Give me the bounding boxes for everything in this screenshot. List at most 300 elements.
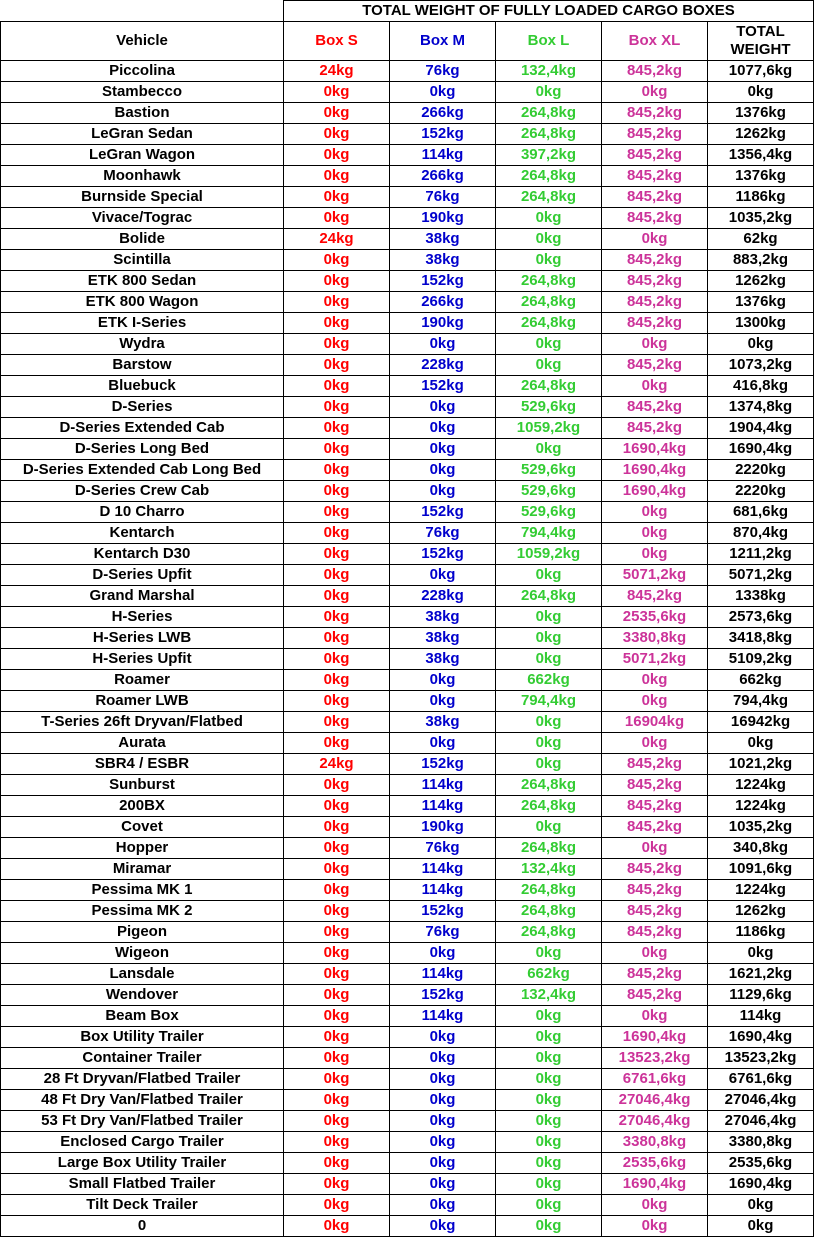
cell-box-xl: 27046,4kg bbox=[602, 1111, 708, 1132]
cell-total-weight: 1021,2kg bbox=[708, 754, 814, 775]
cell-box-m: 190kg bbox=[390, 208, 496, 229]
table-row bbox=[1, 1132, 814, 1153]
cell-box-l: 0kg bbox=[496, 208, 602, 229]
table-row bbox=[1, 649, 814, 670]
header-box-l: Box L bbox=[496, 22, 602, 61]
table-row bbox=[1, 481, 814, 502]
cell-box-l: 264,8kg bbox=[496, 166, 602, 187]
cell-box-xl: 13523,2kg bbox=[602, 1048, 708, 1069]
cell-vehicle: Stambecco bbox=[1, 82, 284, 103]
cell-total-weight: 62kg bbox=[708, 229, 814, 250]
cell-box-s: 0kg bbox=[284, 376, 390, 397]
cell-box-s: 0kg bbox=[284, 1006, 390, 1027]
table-row bbox=[1, 166, 814, 187]
cell-box-xl: 845,2kg bbox=[602, 817, 708, 838]
table-body bbox=[1, 61, 814, 1237]
cell-total-weight: 662kg bbox=[708, 670, 814, 691]
cell-vehicle: D-Series Upfit bbox=[1, 565, 284, 586]
cell-total-weight: 5109,2kg bbox=[708, 649, 814, 670]
table-row bbox=[1, 628, 814, 649]
table-row bbox=[1, 943, 814, 964]
cell-vehicle: Barstow bbox=[1, 355, 284, 376]
cell-box-m: 0kg bbox=[390, 82, 496, 103]
table-row bbox=[1, 1111, 814, 1132]
cell-total-weight: 1091,6kg bbox=[708, 859, 814, 880]
cell-box-l: 264,8kg bbox=[496, 901, 602, 922]
cell-box-l: 132,4kg bbox=[496, 985, 602, 1006]
cell-box-l: 0kg bbox=[496, 817, 602, 838]
cell-box-xl: 845,2kg bbox=[602, 418, 708, 439]
cell-total-weight: 1224kg bbox=[708, 796, 814, 817]
cell-total-weight: 1376kg bbox=[708, 103, 814, 124]
cell-vehicle: Bolide bbox=[1, 229, 284, 250]
cell-box-s: 0kg bbox=[284, 355, 390, 376]
cell-vehicle: Enclosed Cargo Trailer bbox=[1, 1132, 284, 1153]
cell-box-m: 0kg bbox=[390, 943, 496, 964]
cell-box-l: 0kg bbox=[496, 439, 602, 460]
cell-vehicle: D-Series Extended Cab Long Bed bbox=[1, 460, 284, 481]
table-row bbox=[1, 145, 814, 166]
cell-total-weight: 1224kg bbox=[708, 775, 814, 796]
cell-box-xl: 5071,2kg bbox=[602, 565, 708, 586]
cell-box-s: 0kg bbox=[284, 712, 390, 733]
cell-box-s: 0kg bbox=[284, 1111, 390, 1132]
table-row bbox=[1, 1216, 814, 1237]
cell-total-weight: 1690,4kg bbox=[708, 1027, 814, 1048]
cell-box-xl: 2535,6kg bbox=[602, 1153, 708, 1174]
cell-box-s: 0kg bbox=[284, 292, 390, 313]
cell-box-s: 0kg bbox=[284, 628, 390, 649]
cell-box-xl: 27046,4kg bbox=[602, 1090, 708, 1111]
cell-vehicle: D-Series Extended Cab bbox=[1, 418, 284, 439]
cell-total-weight: 2535,6kg bbox=[708, 1153, 814, 1174]
cell-vehicle: Piccolina bbox=[1, 61, 284, 82]
cell-box-xl: 0kg bbox=[602, 82, 708, 103]
cell-box-xl: 1690,4kg bbox=[602, 460, 708, 481]
cell-box-s: 0kg bbox=[284, 1048, 390, 1069]
header-total-weight: TOTAL WEIGHT bbox=[708, 22, 814, 61]
cell-total-weight: 870,4kg bbox=[708, 523, 814, 544]
cell-total-weight: 1211,2kg bbox=[708, 544, 814, 565]
table-row bbox=[1, 670, 814, 691]
cell-box-l: 1059,2kg bbox=[496, 418, 602, 439]
cell-box-l: 264,8kg bbox=[496, 796, 602, 817]
cell-box-xl: 6761,6kg bbox=[602, 1069, 708, 1090]
cell-box-m: 228kg bbox=[390, 586, 496, 607]
cell-vehicle: 0 bbox=[1, 1216, 284, 1237]
table-row bbox=[1, 964, 814, 985]
cell-vehicle: Burnside Special bbox=[1, 187, 284, 208]
table-row bbox=[1, 754, 814, 775]
cell-box-m: 266kg bbox=[390, 292, 496, 313]
cell-box-xl: 845,2kg bbox=[602, 250, 708, 271]
cell-box-s: 0kg bbox=[284, 1069, 390, 1090]
cell-box-l: 0kg bbox=[496, 712, 602, 733]
cell-box-m: 114kg bbox=[390, 796, 496, 817]
cell-box-xl: 845,2kg bbox=[602, 124, 708, 145]
cell-vehicle: Kentarch bbox=[1, 523, 284, 544]
cell-total-weight: 1376kg bbox=[708, 292, 814, 313]
cell-box-xl: 845,2kg bbox=[602, 775, 708, 796]
cell-box-l: 529,6kg bbox=[496, 397, 602, 418]
header-vehicle: Vehicle bbox=[1, 22, 284, 61]
cell-vehicle: Container Trailer bbox=[1, 1048, 284, 1069]
cell-box-xl: 1690,4kg bbox=[602, 1174, 708, 1195]
cell-vehicle: D 10 Charro bbox=[1, 502, 284, 523]
cell-box-m: 0kg bbox=[390, 460, 496, 481]
cell-total-weight: 416,8kg bbox=[708, 376, 814, 397]
cell-box-l: 794,4kg bbox=[496, 523, 602, 544]
cell-total-weight: 1690,4kg bbox=[708, 1174, 814, 1195]
cell-box-m: 152kg bbox=[390, 502, 496, 523]
cell-box-l: 0kg bbox=[496, 1027, 602, 1048]
cell-box-l: 264,8kg bbox=[496, 922, 602, 943]
cell-box-xl: 845,2kg bbox=[602, 61, 708, 82]
cell-vehicle: Roamer LWB bbox=[1, 691, 284, 712]
cell-box-l: 0kg bbox=[496, 733, 602, 754]
cell-vehicle: ETK 800 Wagon bbox=[1, 292, 284, 313]
header-box-m: Box M bbox=[390, 22, 496, 61]
cell-box-s: 24kg bbox=[284, 229, 390, 250]
cell-total-weight: 1356,4kg bbox=[708, 145, 814, 166]
table-row bbox=[1, 355, 814, 376]
table-row bbox=[1, 397, 814, 418]
cell-box-l: 0kg bbox=[496, 355, 602, 376]
cell-box-s: 0kg bbox=[284, 838, 390, 859]
cell-total-weight: 1224kg bbox=[708, 880, 814, 901]
table-row bbox=[1, 313, 814, 334]
cell-box-m: 152kg bbox=[390, 271, 496, 292]
cell-box-m: 114kg bbox=[390, 145, 496, 166]
cell-box-xl: 845,2kg bbox=[602, 985, 708, 1006]
cell-box-l: 529,6kg bbox=[496, 460, 602, 481]
cell-box-m: 152kg bbox=[390, 544, 496, 565]
cell-box-s: 0kg bbox=[284, 397, 390, 418]
table-row bbox=[1, 1069, 814, 1090]
cell-box-l: 0kg bbox=[496, 943, 602, 964]
cell-box-m: 0kg bbox=[390, 1090, 496, 1111]
table-row bbox=[1, 502, 814, 523]
cell-box-xl: 1690,4kg bbox=[602, 1027, 708, 1048]
cell-box-s: 0kg bbox=[284, 124, 390, 145]
cell-box-l: 0kg bbox=[496, 1216, 602, 1237]
cell-vehicle: LeGran Wagon bbox=[1, 145, 284, 166]
cell-total-weight: 1338kg bbox=[708, 586, 814, 607]
cell-total-weight: 1186kg bbox=[708, 187, 814, 208]
table-row bbox=[1, 334, 814, 355]
cell-box-m: 0kg bbox=[390, 481, 496, 502]
cell-box-m: 38kg bbox=[390, 607, 496, 628]
cell-box-m: 114kg bbox=[390, 964, 496, 985]
cell-box-m: 76kg bbox=[390, 523, 496, 544]
cell-box-m: 152kg bbox=[390, 901, 496, 922]
cell-vehicle: Vivace/Tograc bbox=[1, 208, 284, 229]
cell-box-xl: 0kg bbox=[602, 334, 708, 355]
cell-total-weight: 681,6kg bbox=[708, 502, 814, 523]
cell-box-s: 0kg bbox=[284, 649, 390, 670]
table-row bbox=[1, 586, 814, 607]
cell-box-xl: 0kg bbox=[602, 502, 708, 523]
cell-box-l: 0kg bbox=[496, 1174, 602, 1195]
cell-box-xl: 845,2kg bbox=[602, 271, 708, 292]
cell-total-weight: 3380,8kg bbox=[708, 1132, 814, 1153]
cell-box-m: 0kg bbox=[390, 1132, 496, 1153]
cell-box-xl: 0kg bbox=[602, 229, 708, 250]
cell-box-s: 0kg bbox=[284, 544, 390, 565]
cell-box-m: 0kg bbox=[390, 439, 496, 460]
cell-box-s: 0kg bbox=[284, 250, 390, 271]
cell-box-s: 0kg bbox=[284, 1174, 390, 1195]
cell-box-m: 76kg bbox=[390, 922, 496, 943]
cell-box-l: 662kg bbox=[496, 670, 602, 691]
cell-vehicle: Beam Box bbox=[1, 1006, 284, 1027]
cell-box-xl: 845,2kg bbox=[602, 796, 708, 817]
cell-box-s: 0kg bbox=[284, 82, 390, 103]
cell-vehicle: Small Flatbed Trailer bbox=[1, 1174, 284, 1195]
cell-box-l: 0kg bbox=[496, 1195, 602, 1216]
cell-total-weight: 5071,2kg bbox=[708, 565, 814, 586]
cell-box-s: 0kg bbox=[284, 145, 390, 166]
table-row bbox=[1, 880, 814, 901]
cell-box-l: 264,8kg bbox=[496, 187, 602, 208]
cell-box-xl: 845,2kg bbox=[602, 922, 708, 943]
cell-box-m: 38kg bbox=[390, 628, 496, 649]
cell-box-s: 0kg bbox=[284, 670, 390, 691]
cell-box-s: 0kg bbox=[284, 523, 390, 544]
cell-vehicle: Pessima MK 1 bbox=[1, 880, 284, 901]
cell-vehicle: Wigeon bbox=[1, 943, 284, 964]
cell-box-xl: 845,2kg bbox=[602, 397, 708, 418]
cell-box-s: 0kg bbox=[284, 922, 390, 943]
cell-vehicle: LeGran Sedan bbox=[1, 124, 284, 145]
cell-box-xl: 845,2kg bbox=[602, 880, 708, 901]
cell-box-s: 0kg bbox=[284, 103, 390, 124]
table-row bbox=[1, 1153, 814, 1174]
cell-box-s: 0kg bbox=[284, 439, 390, 460]
cell-box-xl: 845,2kg bbox=[602, 292, 708, 313]
cell-box-xl: 1690,4kg bbox=[602, 481, 708, 502]
cell-box-s: 0kg bbox=[284, 271, 390, 292]
cell-box-l: 132,4kg bbox=[496, 859, 602, 880]
cell-vehicle: H-Series LWB bbox=[1, 628, 284, 649]
table-row bbox=[1, 1090, 814, 1111]
cell-box-s: 0kg bbox=[284, 313, 390, 334]
cell-box-s: 0kg bbox=[284, 418, 390, 439]
cell-total-weight: 794,4kg bbox=[708, 691, 814, 712]
cell-box-m: 0kg bbox=[390, 397, 496, 418]
cell-total-weight: 0kg bbox=[708, 1216, 814, 1237]
cell-vehicle: 53 Ft Dry Van/Flatbed Trailer bbox=[1, 1111, 284, 1132]
cell-vehicle: 28 Ft Dryvan/Flatbed Trailer bbox=[1, 1069, 284, 1090]
table-row bbox=[1, 292, 814, 313]
cell-vehicle: H-Series bbox=[1, 607, 284, 628]
cell-box-s: 0kg bbox=[284, 208, 390, 229]
table-row bbox=[1, 124, 814, 145]
cell-box-m: 114kg bbox=[390, 775, 496, 796]
cell-total-weight: 1621,2kg bbox=[708, 964, 814, 985]
table-row bbox=[1, 1174, 814, 1195]
cell-box-s: 0kg bbox=[284, 775, 390, 796]
cell-box-m: 38kg bbox=[390, 229, 496, 250]
cell-box-xl: 0kg bbox=[602, 943, 708, 964]
cell-box-l: 0kg bbox=[496, 754, 602, 775]
cell-box-s: 0kg bbox=[284, 985, 390, 1006]
cell-total-weight: 1376kg bbox=[708, 166, 814, 187]
table-row bbox=[1, 229, 814, 250]
cell-box-m: 228kg bbox=[390, 355, 496, 376]
cell-box-xl: 845,2kg bbox=[602, 964, 708, 985]
cell-box-l: 264,8kg bbox=[496, 292, 602, 313]
cell-box-s: 0kg bbox=[284, 964, 390, 985]
table-row bbox=[1, 439, 814, 460]
table-row bbox=[1, 733, 814, 754]
cell-total-weight: 27046,4kg bbox=[708, 1111, 814, 1132]
cell-box-xl: 0kg bbox=[602, 838, 708, 859]
cell-total-weight: 1262kg bbox=[708, 901, 814, 922]
blank-corner-cell bbox=[1, 1, 284, 22]
table-row bbox=[1, 1195, 814, 1216]
cell-total-weight: 3418,8kg bbox=[708, 628, 814, 649]
cell-total-weight: 1186kg bbox=[708, 922, 814, 943]
cell-total-weight: 340,8kg bbox=[708, 838, 814, 859]
table-row bbox=[1, 1048, 814, 1069]
cell-box-m: 0kg bbox=[390, 1153, 496, 1174]
cell-box-s: 0kg bbox=[284, 691, 390, 712]
cell-total-weight: 2220kg bbox=[708, 481, 814, 502]
cell-total-weight: 1077,6kg bbox=[708, 61, 814, 82]
cell-box-s: 0kg bbox=[284, 817, 390, 838]
cell-box-l: 0kg bbox=[496, 250, 602, 271]
cell-box-s: 0kg bbox=[284, 586, 390, 607]
cell-box-l: 0kg bbox=[496, 1153, 602, 1174]
cell-total-weight: 16942kg bbox=[708, 712, 814, 733]
cell-box-m: 152kg bbox=[390, 754, 496, 775]
cell-total-weight: 0kg bbox=[708, 82, 814, 103]
cell-box-m: 38kg bbox=[390, 250, 496, 271]
cell-box-m: 0kg bbox=[390, 1027, 496, 1048]
cell-vehicle: Lansdale bbox=[1, 964, 284, 985]
cell-box-xl: 0kg bbox=[602, 376, 708, 397]
cell-box-l: 264,8kg bbox=[496, 775, 602, 796]
table-row bbox=[1, 376, 814, 397]
cell-vehicle: Hopper bbox=[1, 838, 284, 859]
cell-box-xl: 2535,6kg bbox=[602, 607, 708, 628]
cell-box-l: 662kg bbox=[496, 964, 602, 985]
cell-box-l: 264,8kg bbox=[496, 124, 602, 145]
cell-box-xl: 845,2kg bbox=[602, 859, 708, 880]
cell-vehicle: T-Series 26ft Dryvan/Flatbed bbox=[1, 712, 284, 733]
cell-box-m: 266kg bbox=[390, 166, 496, 187]
cell-box-l: 0kg bbox=[496, 334, 602, 355]
cell-vehicle: 200BX bbox=[1, 796, 284, 817]
cell-box-s: 0kg bbox=[284, 901, 390, 922]
table-row bbox=[1, 103, 814, 124]
cell-vehicle: D-Series bbox=[1, 397, 284, 418]
cell-total-weight: 1129,6kg bbox=[708, 985, 814, 1006]
cell-vehicle: Wydra bbox=[1, 334, 284, 355]
table-row bbox=[1, 1027, 814, 1048]
cell-box-m: 190kg bbox=[390, 817, 496, 838]
cell-total-weight: 0kg bbox=[708, 334, 814, 355]
cell-box-s: 0kg bbox=[284, 943, 390, 964]
cell-box-s: 24kg bbox=[284, 754, 390, 775]
cell-box-xl: 845,2kg bbox=[602, 103, 708, 124]
cell-vehicle: Bluebuck bbox=[1, 376, 284, 397]
table-row bbox=[1, 985, 814, 1006]
cell-vehicle: Miramar bbox=[1, 859, 284, 880]
cell-box-l: 264,8kg bbox=[496, 313, 602, 334]
table-row bbox=[1, 544, 814, 565]
cell-box-l: 0kg bbox=[496, 1069, 602, 1090]
cell-box-m: 0kg bbox=[390, 1069, 496, 1090]
cell-box-xl: 0kg bbox=[602, 733, 708, 754]
cell-box-m: 0kg bbox=[390, 418, 496, 439]
cell-box-m: 152kg bbox=[390, 376, 496, 397]
table-row bbox=[1, 460, 814, 481]
cell-total-weight: 2573,6kg bbox=[708, 607, 814, 628]
cell-box-xl: 1690,4kg bbox=[602, 439, 708, 460]
cell-total-weight: 0kg bbox=[708, 1195, 814, 1216]
cell-box-s: 0kg bbox=[284, 1153, 390, 1174]
cell-box-l: 264,8kg bbox=[496, 838, 602, 859]
table-row bbox=[1, 250, 814, 271]
cell-box-l: 0kg bbox=[496, 82, 602, 103]
table-row bbox=[1, 82, 814, 103]
table-row bbox=[1, 691, 814, 712]
table-row bbox=[1, 712, 814, 733]
cell-box-s: 0kg bbox=[284, 796, 390, 817]
cell-box-m: 0kg bbox=[390, 565, 496, 586]
cell-box-l: 264,8kg bbox=[496, 880, 602, 901]
cell-box-m: 0kg bbox=[390, 733, 496, 754]
cell-box-xl: 0kg bbox=[602, 1216, 708, 1237]
cell-box-xl: 3380,8kg bbox=[602, 628, 708, 649]
cell-box-m: 76kg bbox=[390, 61, 496, 82]
cell-total-weight: 6761,6kg bbox=[708, 1069, 814, 1090]
cell-box-l: 0kg bbox=[496, 1090, 602, 1111]
cell-box-m: 0kg bbox=[390, 334, 496, 355]
cell-box-m: 0kg bbox=[390, 1195, 496, 1216]
cell-vehicle: ETK I-Series bbox=[1, 313, 284, 334]
cell-total-weight: 1262kg bbox=[708, 124, 814, 145]
cell-box-xl: 0kg bbox=[602, 1195, 708, 1216]
cell-vehicle: Roamer bbox=[1, 670, 284, 691]
cell-box-l: 794,4kg bbox=[496, 691, 602, 712]
table-row bbox=[1, 859, 814, 880]
table-row bbox=[1, 523, 814, 544]
cell-box-l: 0kg bbox=[496, 649, 602, 670]
cell-box-l: 529,6kg bbox=[496, 502, 602, 523]
cell-box-xl: 0kg bbox=[602, 1006, 708, 1027]
cell-box-l: 0kg bbox=[496, 229, 602, 250]
cell-box-l: 264,8kg bbox=[496, 586, 602, 607]
cell-vehicle: Bastion bbox=[1, 103, 284, 124]
cell-box-xl: 845,2kg bbox=[602, 145, 708, 166]
cell-box-l: 264,8kg bbox=[496, 376, 602, 397]
cell-box-m: 38kg bbox=[390, 649, 496, 670]
cell-box-s: 0kg bbox=[284, 565, 390, 586]
cell-box-xl: 0kg bbox=[602, 544, 708, 565]
cell-box-s: 0kg bbox=[284, 1090, 390, 1111]
cell-box-s: 0kg bbox=[284, 460, 390, 481]
cell-box-l: 0kg bbox=[496, 628, 602, 649]
cell-vehicle: Tilt Deck Trailer bbox=[1, 1195, 284, 1216]
cell-vehicle: D-Series Crew Cab bbox=[1, 481, 284, 502]
table-row bbox=[1, 922, 814, 943]
cell-box-s: 0kg bbox=[284, 880, 390, 901]
cell-box-m: 266kg bbox=[390, 103, 496, 124]
table-row bbox=[1, 61, 814, 82]
